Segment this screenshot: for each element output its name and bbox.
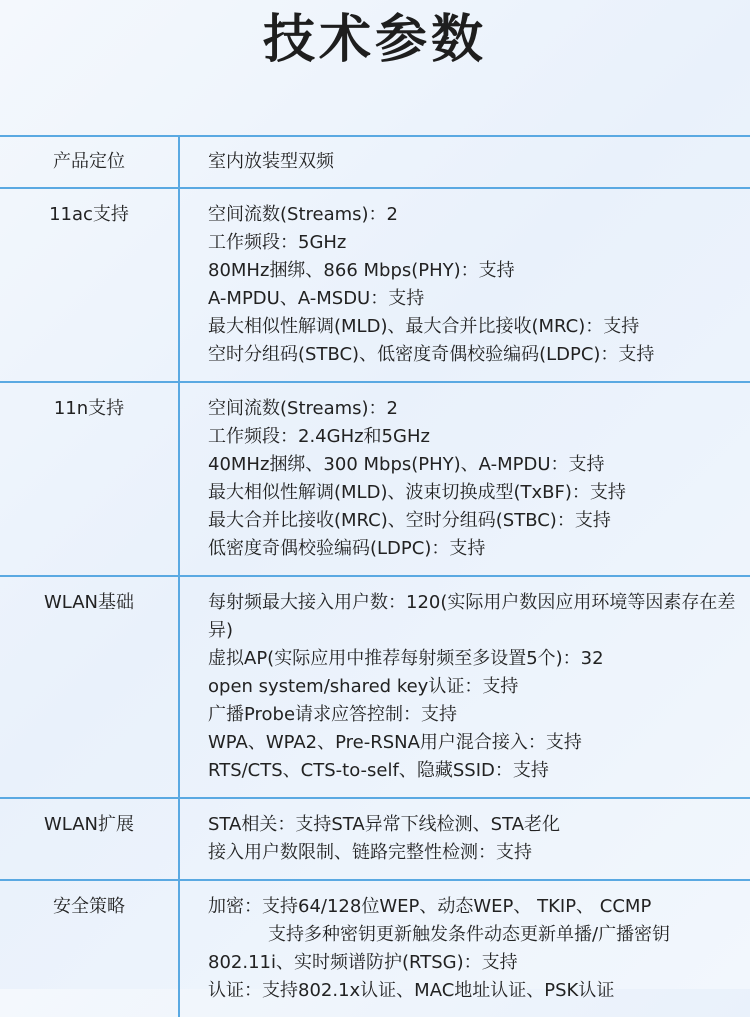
value-line: 空间流数(Streams)：2 <box>208 398 399 419</box>
row-label: WLAN扩展 <box>0 798 179 880</box>
value-line: WPA、WPA2、Pre-RSNA用户混合接入：支持 <box>208 732 582 753</box>
table-row <box>0 576 750 798</box>
value-line: 广播Probe请求应答控制：支持 <box>208 704 458 725</box>
row-label: 11n支持 <box>0 382 179 576</box>
row-value <box>179 382 750 576</box>
value-line: 加密：支持64/128位WEP、动态WEP、 TKIP、 CCMP <box>208 896 652 917</box>
table-row <box>0 382 750 576</box>
row-label: 11ac支持 <box>0 188 179 382</box>
value-line: 工作频段：2.4GHz和5GHz <box>208 426 430 447</box>
value-line: 每射频最大接入用户数：120(实际用户数因应用环境等因素存在差异) <box>208 592 736 641</box>
table-row <box>0 798 750 880</box>
row-value <box>179 188 750 382</box>
row-value <box>179 136 750 188</box>
value-line: 40MHz捆绑、300 Mbps(PHY)、A-MPDU：支持 <box>208 454 605 475</box>
value-line: 虚拟AP(实际应用中推荐每射频至多设置5个)：32 <box>208 648 604 669</box>
value-line: 支持多种密钥更新触发条件动态更新单播/广播密钥 <box>268 924 671 945</box>
value-line: 低密度奇偶校验编码(LDPC)：支持 <box>208 538 486 559</box>
row-value <box>179 798 750 880</box>
value-line: 空间流数(Streams)：2 <box>208 204 399 225</box>
table-row <box>0 880 750 1017</box>
value-line: RTS/CTS、CTS-to-self、隐藏SSID：支持 <box>208 760 549 781</box>
table-row <box>0 188 750 382</box>
row-label: 安全策略 <box>0 880 179 1017</box>
value-line: 最大合并比接收(MRC)、空时分组码(STBC)：支持 <box>208 510 611 531</box>
row-label: WLAN基础 <box>0 576 179 798</box>
table-row <box>0 136 750 188</box>
row-label: 产品定位 <box>0 136 179 188</box>
value-line: open system/shared key认证：支持 <box>208 676 519 697</box>
value-line: 802.11i、实时频谱防护(RTSG)：支持 <box>208 952 518 973</box>
value-line: STA相关：支持STA异常下线检测、STA老化 <box>208 814 561 835</box>
value-line: 最大相似性解调(MLD)、波束切换成型(TxBF)：支持 <box>208 482 626 503</box>
value-line: 工作频段：5GHz <box>208 232 347 253</box>
row-value <box>179 576 750 798</box>
value-line: 最大相似性解调(MLD)、最大合并比接收(MRC)：支持 <box>208 316 640 337</box>
page-title: 技术参数 <box>262 10 487 70</box>
value-line: 认证：支持802.1x认证、MAC地址认证、PSK认证 <box>208 980 615 1001</box>
value-line: 接入用户数限制、链路完整性检测：支持 <box>208 842 532 863</box>
row-value <box>179 880 750 1017</box>
value-line: 空时分组码(STBC)、低密度奇偶校验编码(LDPC)：支持 <box>208 344 655 365</box>
value-line: 室内放装型双频 <box>208 151 334 172</box>
value-line: 80MHz捆绑、866 Mbps(PHY)：支持 <box>208 260 515 281</box>
spec-table <box>0 135 750 1017</box>
value-line: A-MPDU、A-MSDU：支持 <box>208 288 425 309</box>
